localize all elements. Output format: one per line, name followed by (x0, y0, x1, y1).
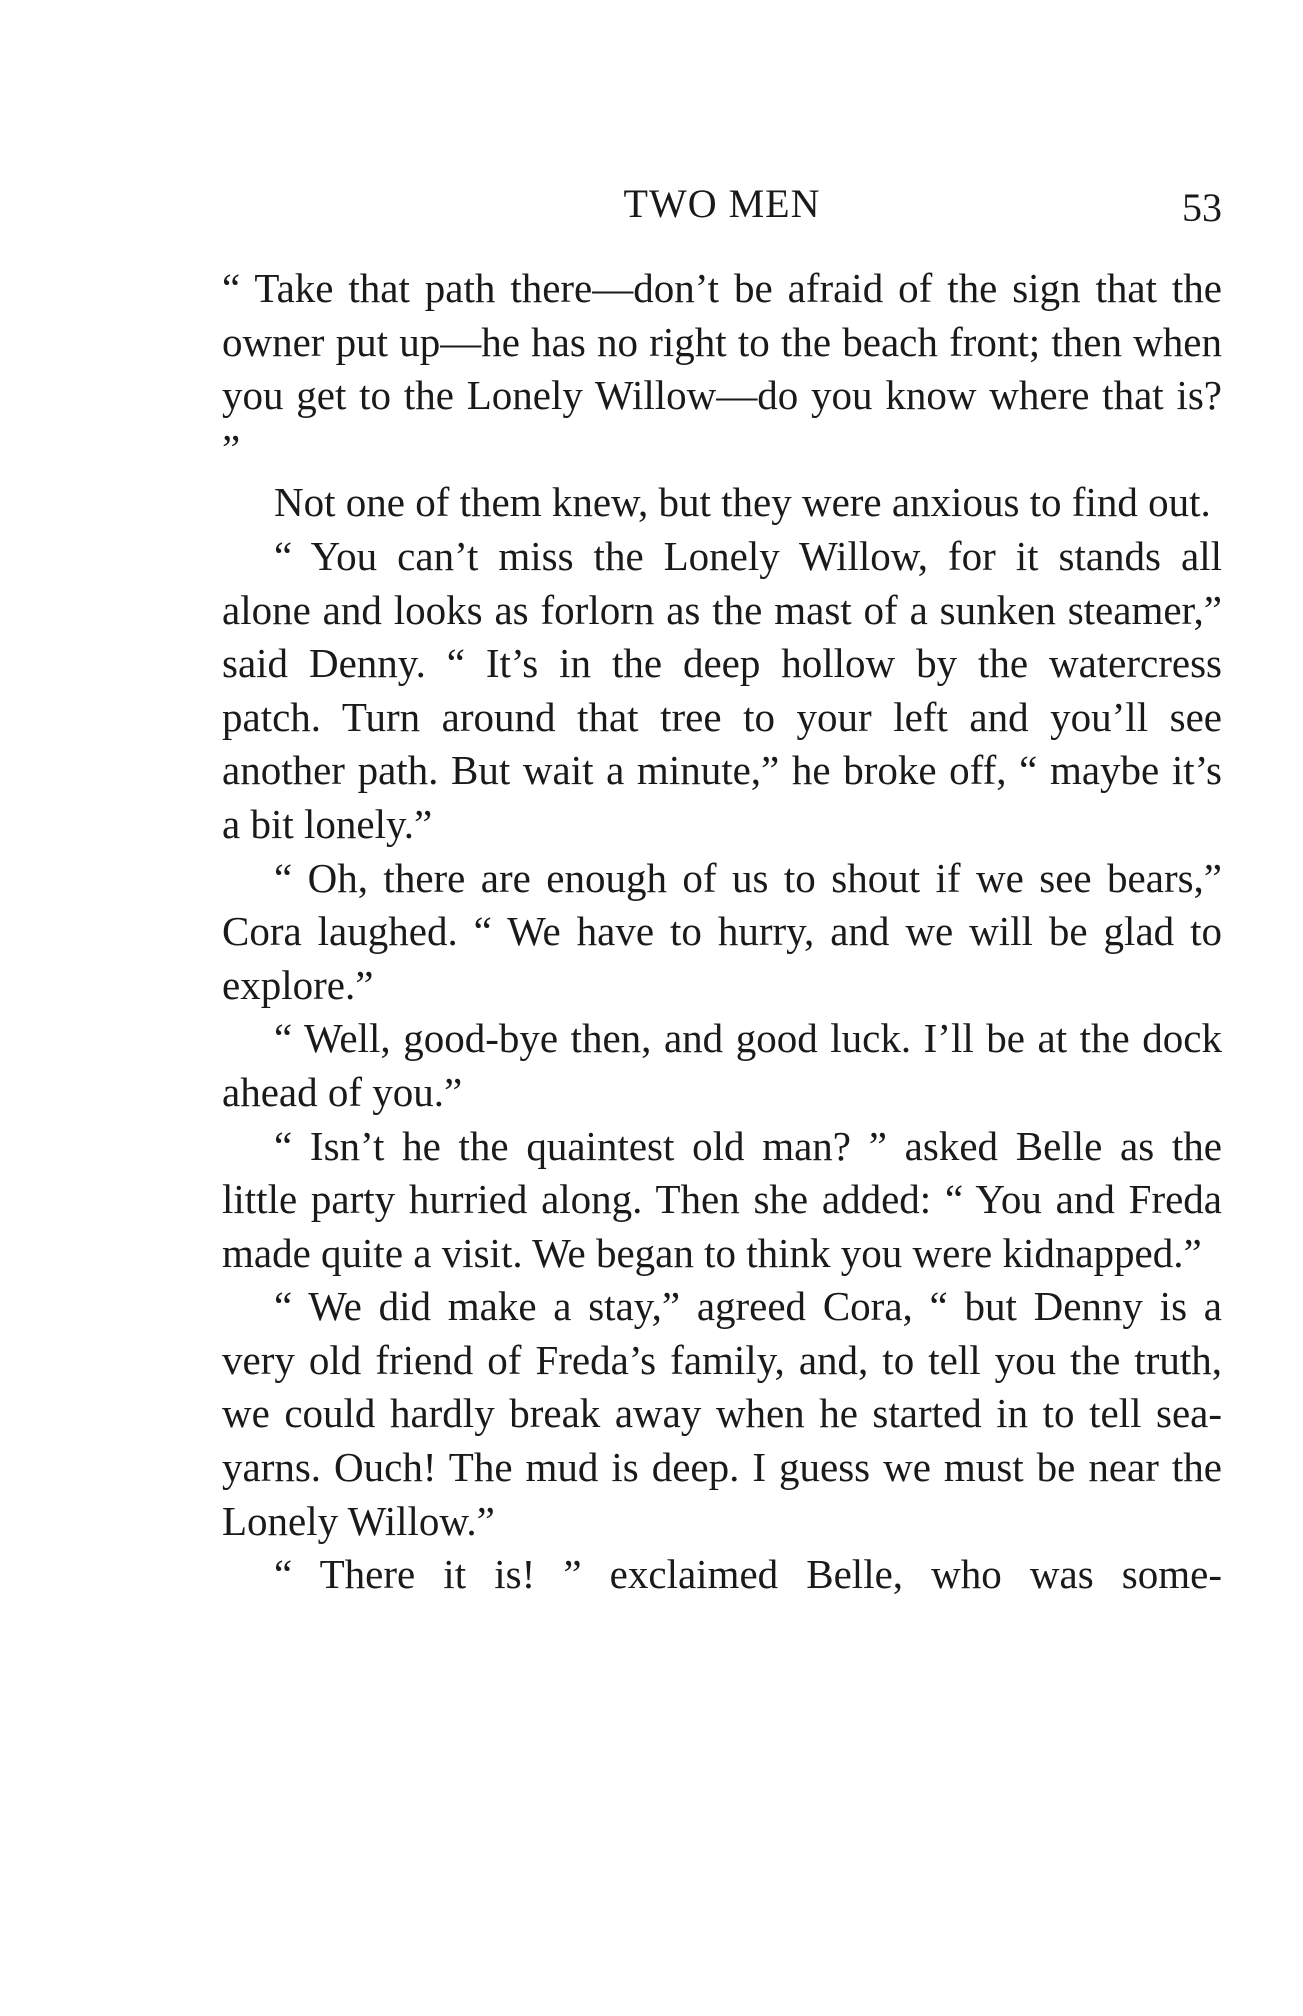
running-title: TWO MEN (623, 181, 821, 226)
paragraph: “ Well, good-bye then, and good luck. I’ll be at the dock ahead of you.” (222, 1015, 1222, 1115)
paragraph: “ There it is! ” exclaimed Belle, who was some- (274, 1551, 1222, 1598)
running-head (222, 180, 1222, 230)
paragraph: “ Take that path there—don’t be afraid of the sign that the owner put up—he has no right to the beach front; then when you get to the Lonely Willow—do you know where that is? ” (222, 265, 1222, 472)
paragraph: Not one of them knew, but they were anxious to find out. (274, 479, 1211, 526)
paragraph: “ We did make a stay,” agreed Cora, “ but Denny is a very old friend of Freda’s family, and, to tell you the truth, we could hardly break away when he started in to tell sea-yarns. Ouch! The mud is deep. I guess we must be near the Lonely Willow.” (222, 1283, 1222, 1544)
paragraph: “ Oh, there are enough of us to shout if we see bears,” Cora laughed. “ We have to hurry, and we will be glad to explore.” (222, 854, 1222, 1008)
body-text (222, 262, 1222, 1602)
page-number: 53 (1182, 185, 1222, 230)
paragraph: “ You can’t miss the Lonely Willow, for it stands all alone and looks as forlorn as the mast of a sunken steamer,” said Denny. “ It’s in the deep hollow by the watercress patch. Turn around that tree to your left and you’ll see another path. But wait a minute,” he broke off, “ maybe it’s a bit lonely.” (222, 532, 1222, 847)
paragraph: “ Isn’t he the quaintest old man? ” asked Belle as the little party hurried along. Then she added: “ You and Freda made quite a visit. We began to think you were kidnapped.” (222, 1122, 1222, 1276)
